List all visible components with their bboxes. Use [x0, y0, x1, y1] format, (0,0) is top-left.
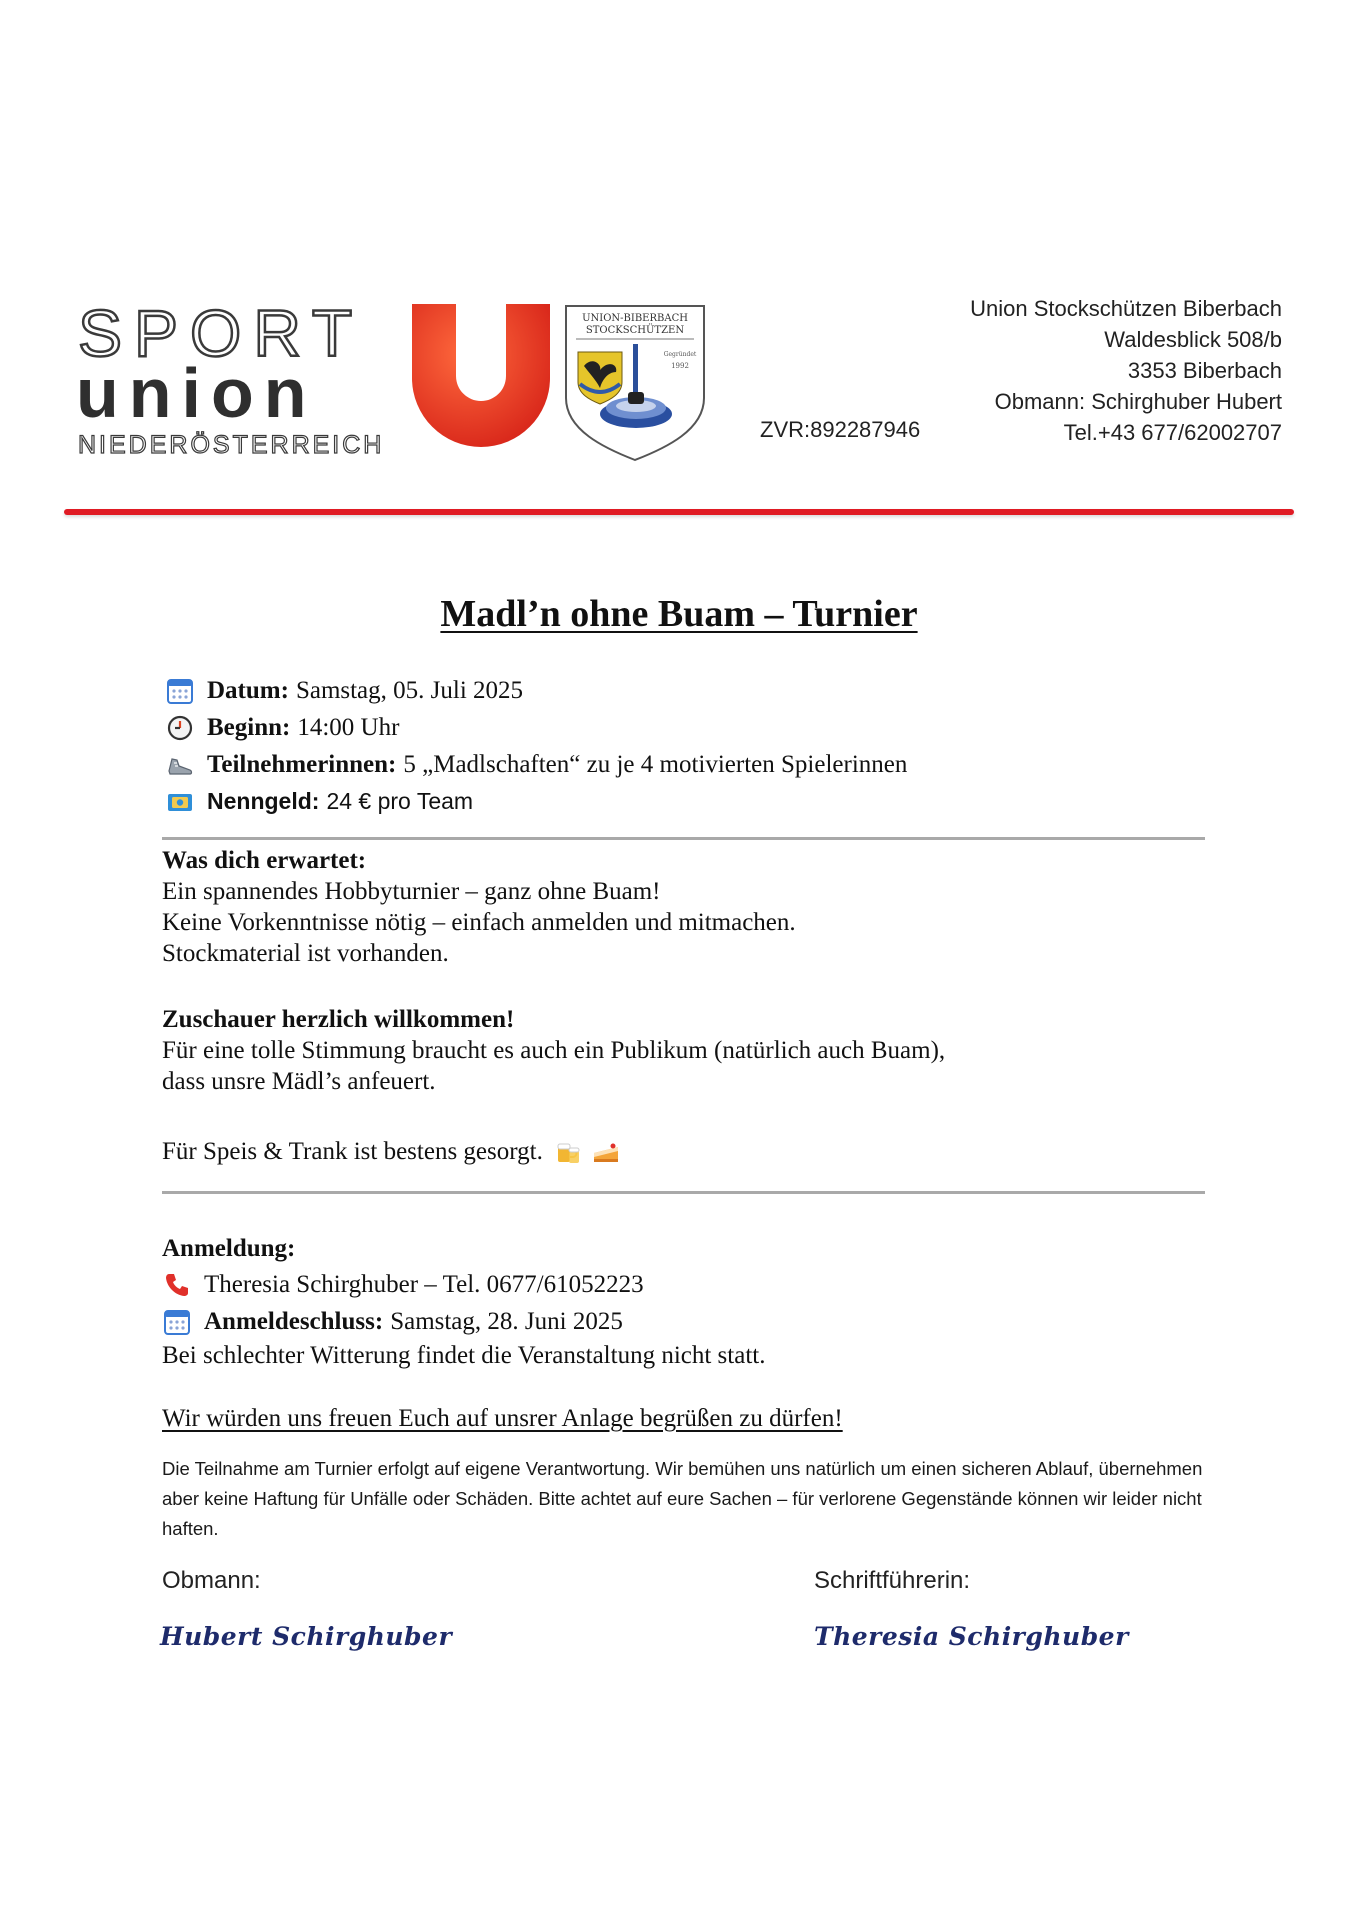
- deadline-row: [162, 1303, 765, 1340]
- left-signature-label: Obmann:: [162, 1567, 261, 1594]
- logo-union-text: union: [76, 354, 317, 432]
- fee-row: [165, 783, 907, 820]
- right-signature-label: Schriftführerin:: [814, 1567, 971, 1594]
- page-title: Madl’n ohne Buam – Turnier: [440, 593, 918, 635]
- money-icon: [165, 787, 195, 817]
- welcome-line: Wir würden uns freuen Euch auf unsrer Anlage begrüßen zu dürfen!: [162, 1405, 843, 1432]
- date-row: [165, 672, 907, 709]
- address-line: Waldesblick 508/b: [1104, 327, 1282, 352]
- address-line: Obmann: Schirghuber Hubert: [994, 389, 1282, 414]
- crest-founded: Gegründet: [663, 351, 697, 358]
- contact-row: [162, 1266, 765, 1303]
- contact-text: Theresia Schirghuber – Tel. 0677/61052223: [204, 1271, 644, 1298]
- clock-icon: [165, 713, 195, 743]
- event-info: [165, 672, 907, 820]
- spectators-line: dass unsre Mädl’s anfeuert.: [162, 1068, 436, 1095]
- club-address: [970, 293, 1282, 448]
- time-row: [165, 709, 907, 746]
- participants-label: Teilnehmerinnen:: [207, 750, 397, 778]
- fee-label: Nenngeld:: [207, 788, 320, 814]
- phone-icon: [162, 1270, 192, 1300]
- registration-heading: Anmeldung:: [162, 1235, 296, 1262]
- header-divider: [64, 509, 1294, 515]
- fee-value: 24 € pro Team: [326, 788, 474, 814]
- participants-row: [165, 746, 907, 783]
- expect-line: Keine Vorkenntnisse nötig – einfach anmelden und mitmachen.: [162, 909, 796, 936]
- sport-union-u-logo-icon: [408, 298, 554, 450]
- spectators-section: [162, 1004, 945, 1097]
- address-line: 3353 Biberbach: [1127, 358, 1282, 383]
- right-signature: Theresia Schirghuber: [814, 1622, 1129, 1651]
- disclaimer: Die Teilnahme am Turnier erfolgt auf eigene Verantwortung. Wir bemühen uns natürlich um einen sicheren Ablauf, übernehmen aber keine Haftung für Unfälle oder Schäden. Bitte achtet auf eure Sachen – für verlorene Gegenstände können wir leider nicht haften.: [162, 1458, 1203, 1539]
- calendar-icon: [162, 1307, 192, 1337]
- food-text: Für Speis & Trank ist bestens gesorgt.: [162, 1138, 543, 1165]
- food-line: [162, 1136, 621, 1167]
- club-crest-icon: [562, 302, 708, 464]
- expect-section: [162, 845, 796, 969]
- cake-icon: [591, 1139, 621, 1165]
- crest-line2: STOCKSCHÜTZEN: [585, 325, 685, 336]
- address-line: Union Stockschützen Biberbach: [970, 296, 1282, 321]
- weather-note: Bei schlechter Witterung findet die Veranstaltung nicht statt.: [162, 1342, 766, 1369]
- address-line: Tel.+43 677/62002707: [1063, 420, 1282, 445]
- calendar-icon: [165, 676, 195, 706]
- expect-line: Ein spannendes Hobbyturnier – ganz ohne Buam!: [162, 878, 661, 905]
- deadline-value: Samstag, 28. Juni 2025: [390, 1308, 623, 1335]
- spectators-heading: Zuschauer herzlich willkommen!: [162, 1006, 515, 1033]
- date-value: Samstag, 05. Juli 2025: [295, 676, 524, 704]
- shoe-icon: [165, 750, 195, 780]
- expect-line: Stockmaterial ist vorhanden.: [162, 940, 449, 967]
- registration-section: [162, 1233, 765, 1371]
- time-label: Beginn:: [207, 713, 291, 741]
- participants-value: 5 „Madlschaften“ zu je 4 motivierten Spielerinnen: [403, 750, 908, 778]
- expect-heading: Was dich erwartet:: [162, 847, 367, 874]
- beer-icon: [555, 1139, 583, 1165]
- time-value: 14:00 Uhr: [297, 713, 400, 741]
- crest-line1: UNION-BIBERBACH: [582, 313, 688, 324]
- zvr-number: ZVR:892287946: [760, 417, 921, 442]
- section-divider: [162, 837, 1205, 840]
- crest-year: 1992: [671, 362, 689, 370]
- date-label: Datum:: [207, 676, 289, 704]
- deadline-label: Anmeldeschluss:: [204, 1308, 384, 1335]
- logo-region-text: NIEDERÖSTERREICH: [78, 431, 385, 459]
- section-divider: [162, 1191, 1205, 1194]
- logo-sport-text: SPORT: [78, 296, 365, 370]
- spectators-line: Für eine tolle Stimmung braucht es auch ein Publikum (natürlich auch Buam),: [162, 1037, 946, 1064]
- left-signature: Hubert Schirghuber: [160, 1622, 453, 1651]
